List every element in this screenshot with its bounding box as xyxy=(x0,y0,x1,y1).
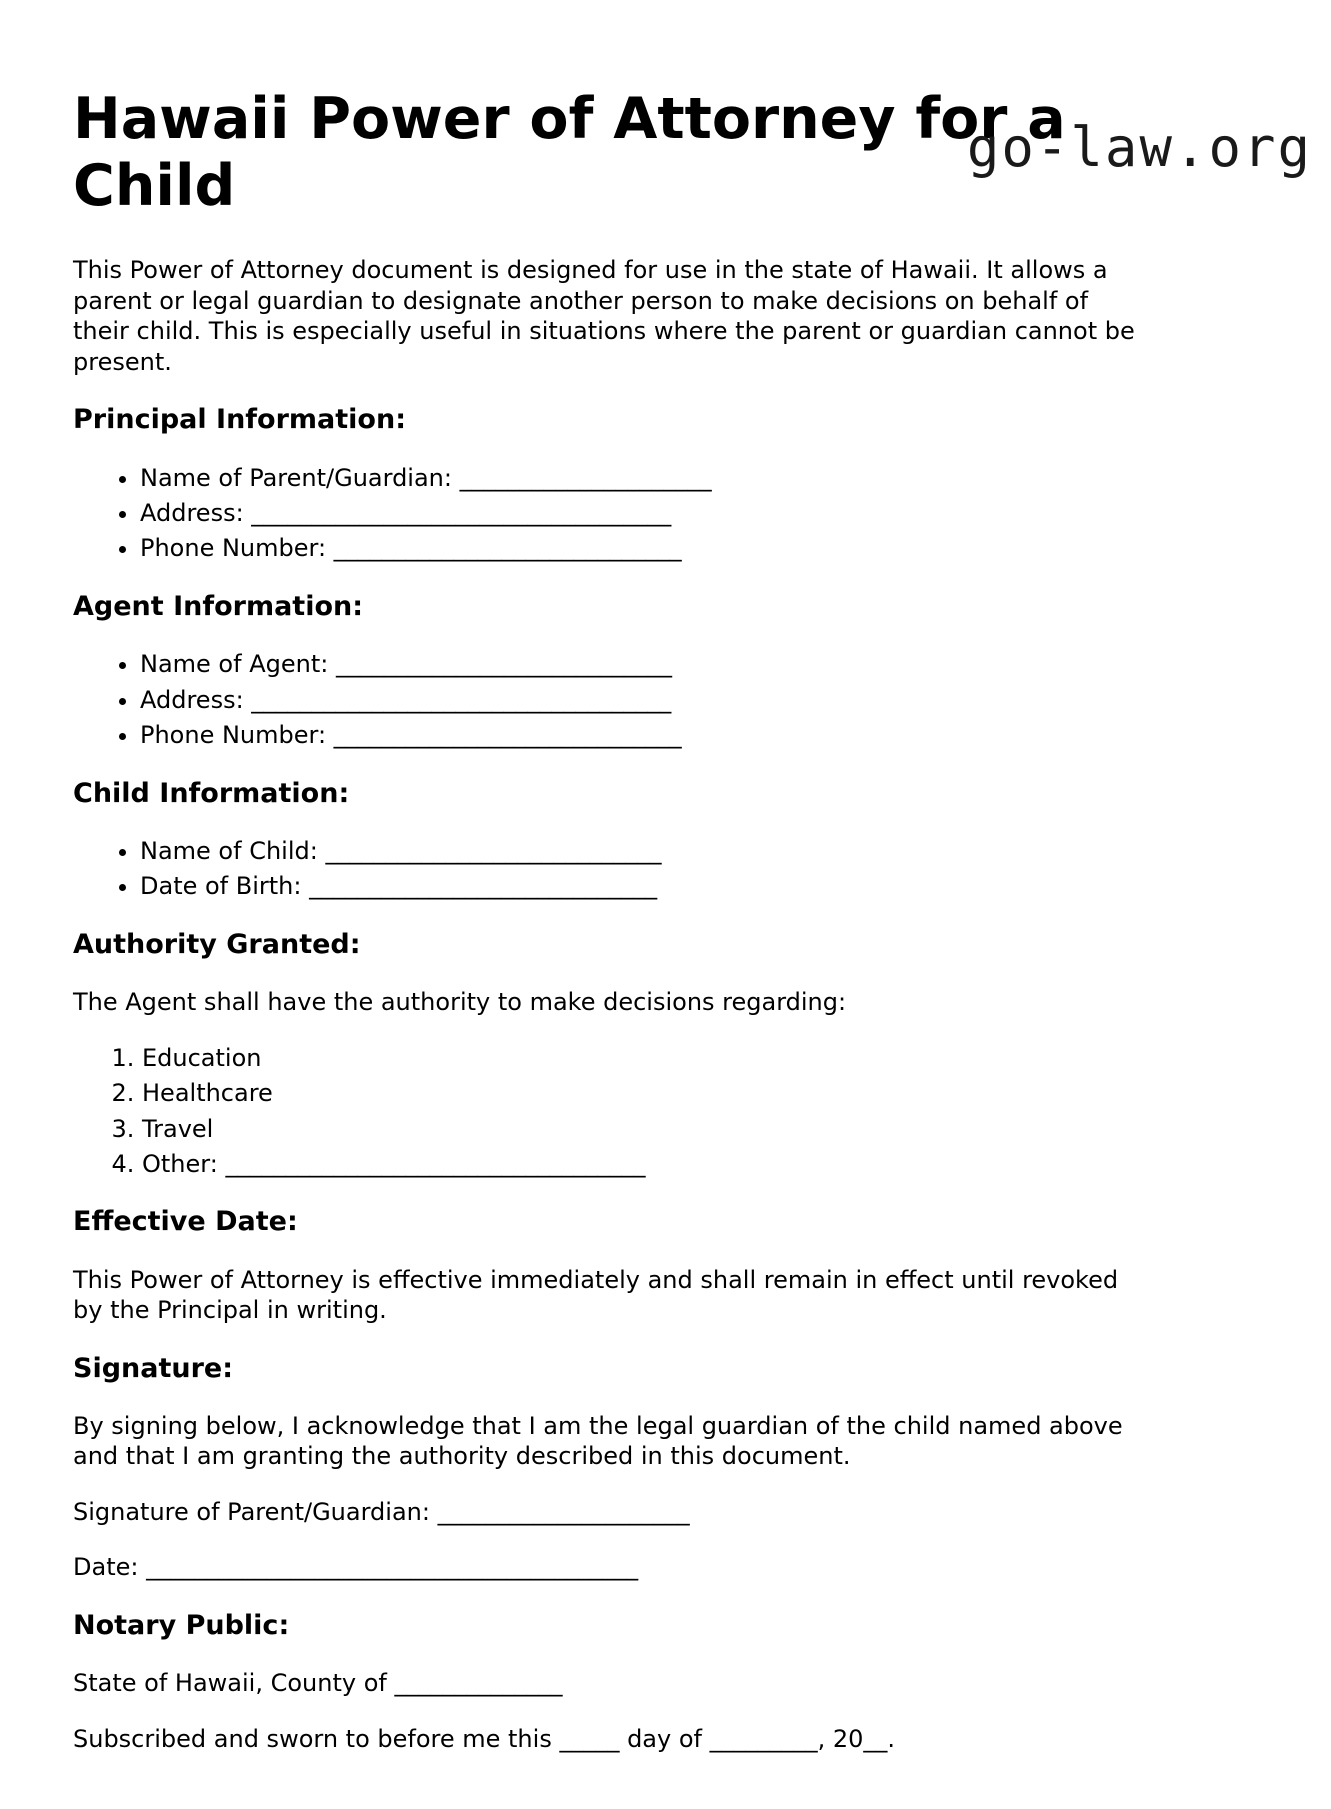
agent-phone-line: • Phone Number: _____________________________ xyxy=(140,720,1151,750)
child-info-list xyxy=(73,836,1151,902)
signature-acknowledgement-paragraph: By signing below, I acknowledge that I am the legal guardian of the child named above and that I am granting the authority described in this document. xyxy=(73,1411,1123,1471)
child-name-line: • Name of Child: ____________________________ xyxy=(140,836,1151,866)
site-logo: go-law.org xyxy=(966,116,1312,179)
effective-date-paragraph: This Power of Attorney is effective immediately and shall remain in effect until revoked by the Principal in writing. xyxy=(73,1265,1119,1325)
authority-intro: The Agent shall have the authority to make decisions regarding: xyxy=(73,988,847,1017)
authority-list xyxy=(73,1043,1151,1180)
section-heading-agent: Agent Information: xyxy=(73,590,364,622)
section-heading-child: Child Information: xyxy=(73,777,350,809)
section-heading-effective-date: Effective Date: xyxy=(73,1206,298,1238)
signature-date-line: Date: _________________________________________ xyxy=(73,1553,639,1582)
agent-address-line: • Address: ___________________________________ xyxy=(140,685,1151,715)
document-body xyxy=(0,86,1241,1754)
intro-paragraph: This Power of Attorney document is designed for use in the state of Hawaii. It allows a parent or legal guardian to designate another person to make decisions on behalf of their child. This is especially useful in situations where the parent or guardian cannot be present. xyxy=(73,256,1135,376)
signature-line: Signature of Parent/Guardian: _____________________ xyxy=(73,1497,690,1526)
authority-item-other: 4. Other: ___________________________________ xyxy=(142,1149,1151,1179)
principal-phone-line: • Phone Number: _____________________________ xyxy=(140,533,1151,563)
document-title: Hawaii Power of Attorney for a Child xyxy=(73,86,1066,219)
agent-info-list xyxy=(73,649,1151,750)
authority-item-travel: 3. Travel xyxy=(142,1114,1151,1144)
principal-address-line: • Address: ___________________________________ xyxy=(140,498,1151,528)
section-heading-signature: Signature: xyxy=(73,1352,234,1384)
notary-sworn-line: Subscribed and sworn to before me this _____ day of _________, 20__. xyxy=(73,1724,896,1753)
agent-name-line: • Name of Agent: ____________________________ xyxy=(140,649,1151,679)
document-page xyxy=(0,86,1331,1809)
notary-state-county-line: State of Hawaii, County of ______________ xyxy=(73,1669,563,1698)
principal-info-list xyxy=(73,463,1151,564)
section-heading-authority: Authority Granted: xyxy=(73,928,361,960)
principal-name-line: • Name of Parent/Guardian: _____________________ xyxy=(140,463,1151,493)
authority-item-healthcare: 2. Healthcare xyxy=(142,1078,1151,1108)
section-heading-principal: Principal Information: xyxy=(73,404,407,436)
authority-item-education: 1. Education xyxy=(142,1043,1151,1073)
section-heading-notary: Notary Public: xyxy=(73,1609,290,1641)
child-dob-line: • Date of Birth: _____________________________ xyxy=(140,871,1151,901)
